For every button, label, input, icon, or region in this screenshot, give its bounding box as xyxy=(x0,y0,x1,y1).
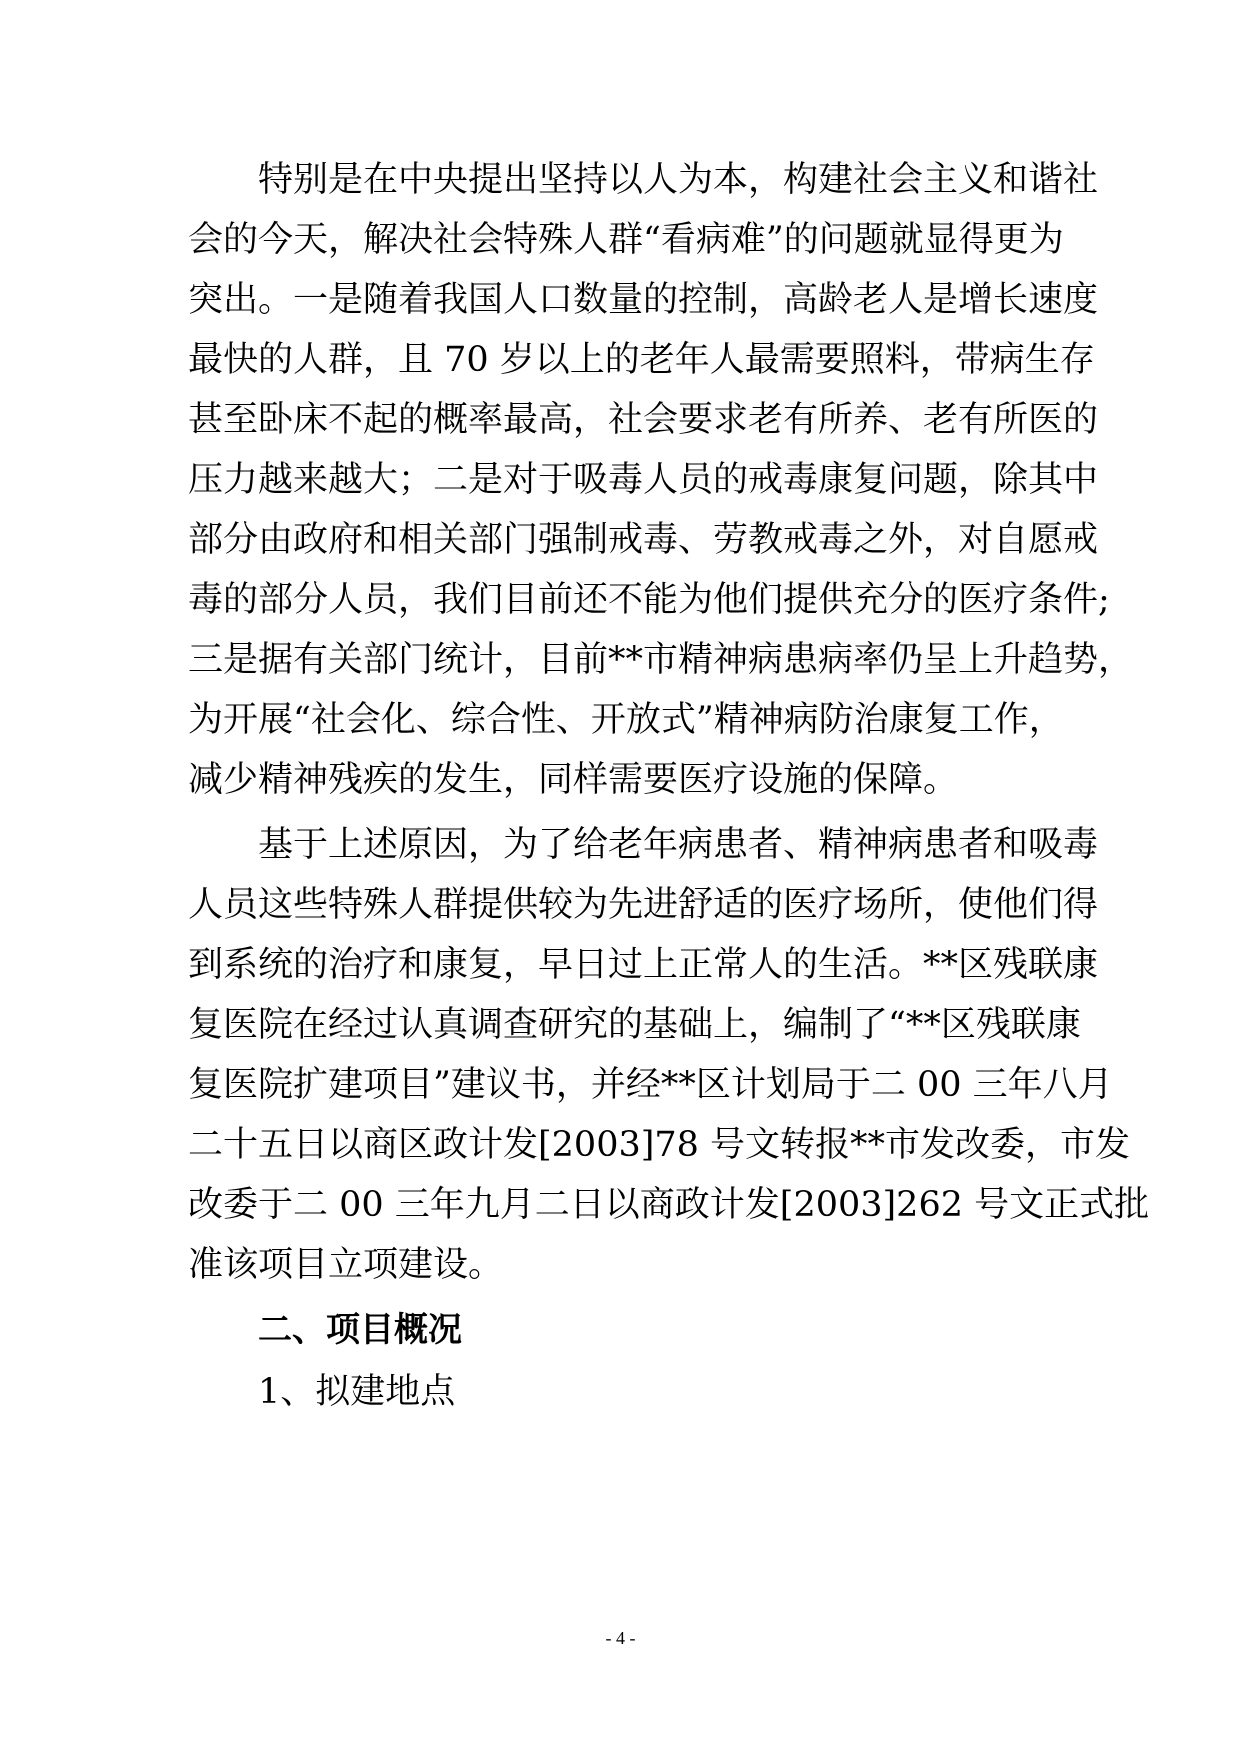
paragraph-2-line-8: 准该项目立项建设。 xyxy=(188,1245,504,1285)
subsection-heading: 1、拟建地点 xyxy=(258,1372,456,1412)
paragraph-1-line-11: 减少精神残疾的发生，同样需要医疗设施的保障。 xyxy=(188,760,959,800)
page-number: - 4 - xyxy=(605,1628,636,1648)
paragraph-1-line-6: 压力越来越大；二是对于吸毒人员的戒毒康复问题，除其中 xyxy=(188,460,1099,500)
paragraph-1-line-9: 三是据有关部门统计，目前**市精神病患病率仍呈上升趋势， xyxy=(188,640,1134,680)
paragraph-1-line-10: 为开展“社会化、综合性、开放式”精神病防治康复工作， xyxy=(188,700,1064,740)
section-heading: 二、项目概况 xyxy=(258,1310,462,1350)
paragraph-2-line-5: 复医院扩建项目”建议书，并经**区计划局于二 00 三年八月 xyxy=(188,1065,1113,1105)
paragraph-1-line-3: 突出。一是随着我国人口数量的控制，高龄老人是增长速度 xyxy=(188,280,1099,320)
paragraph-2-line-1: 基于上述原因，为了给老年病患者、精神病患者和吸毒 xyxy=(258,825,1099,865)
paragraph-1-line-1: 特别是在中央提出坚持以人为本，构建社会主义和谐社 xyxy=(258,160,1099,200)
paragraph-1-line-7: 部分由政府和相关部门强制戒毒、劳教戒毒之外，对自愿戒 xyxy=(188,520,1099,560)
paragraph-2-line-4: 复医院在经过认真调查研究的基础上，编制了“**区残联康 xyxy=(188,1005,1081,1045)
paragraph-1-line-5: 甚至卧床不起的概率最高，社会要求老有所养、老有所医的 xyxy=(188,400,1099,440)
paragraph-2-line-7: 改委于二 00 三年九月二日以商政计发[2003]262 号文正式批 xyxy=(188,1185,1150,1225)
paragraph-2-line-3: 到系统的治疗和康复，早日过上正常人的生活。**区残联康 xyxy=(188,945,1099,985)
paragraph-2-line-2: 人员这些特殊人群提供较为先进舒适的医疗场所，使他们得 xyxy=(188,885,1099,925)
paragraph-1-line-8: 毒的部分人员，我们目前还不能为他们提供充分的医疗条件; xyxy=(188,580,1110,620)
paragraph-2-line-6: 二十五日以商区政计发[2003]78 号文转报**市发改委，市发 xyxy=(188,1125,1131,1165)
paragraph-1-line-4: 最快的人群，且 70 岁以上的老年人最需要照料，带病生存 xyxy=(188,340,1095,380)
paragraph-1-line-2: 会的今天，解决社会特殊人群“看病难”的问题就显得更为 xyxy=(188,220,1064,260)
